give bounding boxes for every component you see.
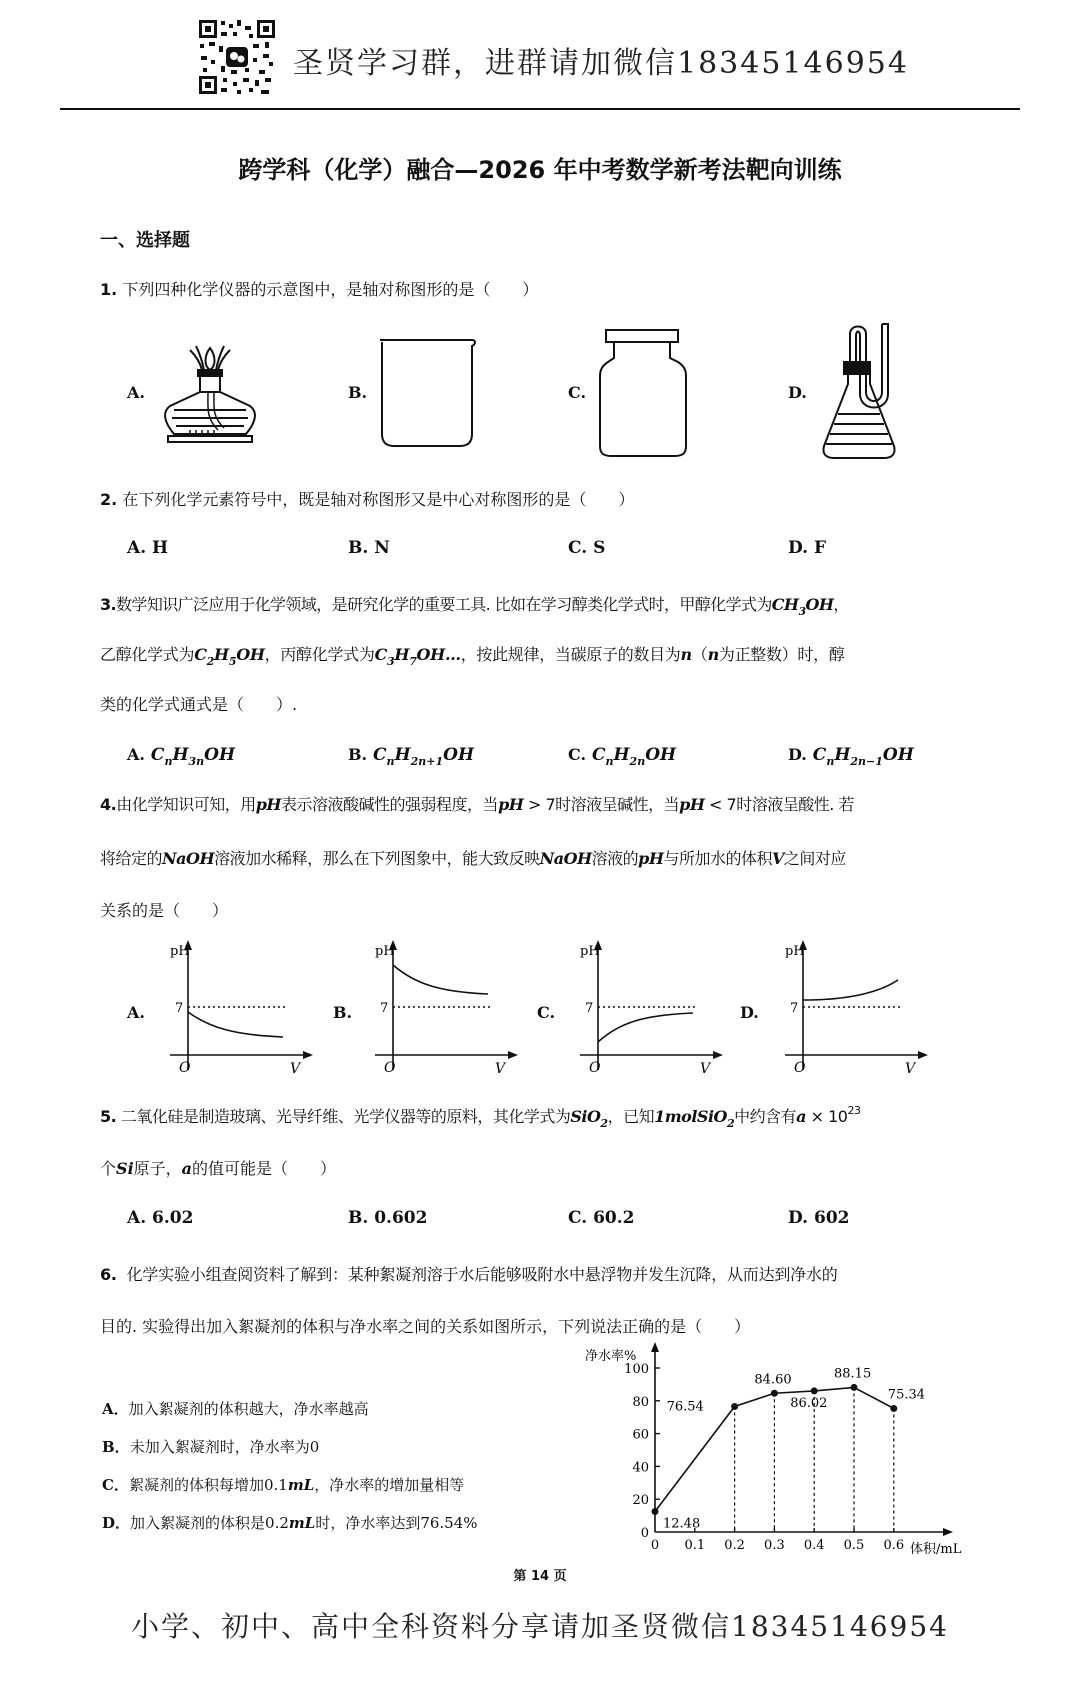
- svg-text:净水率%: 净水率%: [585, 1349, 637, 1364]
- page-number: 第 14 页: [513, 1569, 567, 1584]
- question-1: 1. 下列四种化学仪器的示意图中，是轴对称图形的是（ ）: [100, 280, 539, 299]
- formula-methanol: $CH_3OH$: [771, 595, 834, 618]
- formula-propanol: $C_3H_7OH\dots$: [374, 645, 461, 668]
- q1-option-a-label[interactable]: A.: [127, 383, 145, 402]
- question-1-text: 下列四种化学仪器的示意图中，是轴对称图形的是（ ）: [122, 280, 539, 299]
- q2-option-b[interactable]: B. N: [348, 538, 390, 558]
- q5-option-c[interactable]: C. 60.2: [568, 1208, 635, 1228]
- svg-text:40: 40: [632, 1460, 649, 1476]
- svg-text:体积/mL: 体积/mL: [910, 1542, 962, 1557]
- q5-option-d[interactable]: D. 602: [788, 1208, 850, 1228]
- svg-text:76.54: 76.54: [666, 1399, 704, 1415]
- q2-option-c[interactable]: C. S: [568, 538, 606, 558]
- question-4-line-3: 关系的是（ ）: [100, 901, 229, 920]
- water-purification-chart: [575, 1338, 995, 1562]
- q6-option-d[interactable]: D．加入絮凝剂的体积是0.2mL时，净水率达到76.54%: [102, 1514, 478, 1532]
- conical-flask-icon: [820, 322, 920, 464]
- svg-text:0.1: 0.1: [684, 1538, 706, 1553]
- svg-text:0.6: 0.6: [883, 1538, 905, 1553]
- q3-option-b[interactable]: B. $C_nH_{2n+1}OH$: [348, 745, 475, 768]
- svg-text:0.5: 0.5: [843, 1538, 865, 1553]
- svg-text:0: 0: [650, 1538, 660, 1553]
- question-3-line-1: 3.数学知识广泛应用于化学领域，是研究化学的重要工具. 比如在学习醇类化学式时，甲醇化学式为$CH_3OH$，: [100, 595, 849, 618]
- q4-option-d-label[interactable]: D.: [740, 1003, 759, 1022]
- q1-option-b-label[interactable]: B.: [348, 383, 368, 402]
- q4-option-b-label[interactable]: B.: [333, 1003, 353, 1022]
- svg-text:100: 100: [624, 1362, 649, 1377]
- svg-text:12.48: 12.48: [663, 1516, 701, 1532]
- svg-text:84.60: 84.60: [754, 1372, 792, 1388]
- q2-option-d[interactable]: D. F: [788, 538, 827, 558]
- q6-option-c[interactable]: C．絮凝剂的体积每增加0.1mL，净水率的增加量相等: [102, 1476, 465, 1494]
- q1-option-c-label[interactable]: C.: [568, 383, 587, 402]
- svg-text:V: V: [700, 1061, 711, 1075]
- svg-text:86.02: 86.02: [790, 1395, 828, 1411]
- q4-graph-c: [575, 940, 725, 1079]
- question-6-line-2: 目的. 实验得出加入絮凝剂的体积与净水率之间的关系如图所示，下列说法正确的是（ ）: [100, 1317, 751, 1336]
- question-5-line-2: 个Si原子，a的值可能是（ ）: [100, 1159, 337, 1178]
- svg-text:V: V: [905, 1061, 916, 1075]
- question-2-text: 在下列化学元素符号中，既是轴对称图形又是中心对称图形的是（ ）: [122, 490, 635, 509]
- question-4-line-2: 将给定的NaOH溶液加水稀释，那么在下列图象中，能大致反映NaOH溶液的pH与所加水的体积V之间对应: [100, 849, 846, 868]
- q4-option-c-label[interactable]: C.: [537, 1003, 556, 1022]
- svg-text:7: 7: [790, 1001, 799, 1016]
- svg-text:60: 60: [632, 1427, 649, 1443]
- q1-option-d-label[interactable]: D.: [788, 383, 807, 402]
- svg-text:0.2: 0.2: [724, 1538, 745, 1553]
- svg-text:V: V: [290, 1061, 301, 1075]
- svg-text:0.4: 0.4: [803, 1538, 825, 1553]
- svg-text:O: O: [179, 1060, 191, 1075]
- svg-text:0.3: 0.3: [764, 1538, 785, 1553]
- q3-option-a[interactable]: A. $C_nH_{3n}OH$: [127, 745, 236, 768]
- svg-text:75.34: 75.34: [887, 1387, 926, 1403]
- beaker-icon: [378, 338, 478, 454]
- q4-graph-d: [780, 940, 930, 1079]
- svg-text:0: 0: [640, 1526, 649, 1541]
- footer-watermark: 小学、初中、高中全科资料分享请加圣贤微信18345146954: [131, 1610, 949, 1643]
- svg-text:20: 20: [632, 1493, 649, 1509]
- q4-graph-a: [165, 940, 315, 1079]
- q4-option-a-label[interactable]: A.: [127, 1003, 145, 1022]
- svg-text:pH: pH: [580, 944, 600, 959]
- q3-option-d[interactable]: D. $C_nH_{2n-1}OH$: [788, 745, 914, 768]
- question-6-line-1: 6. 化学实验小组查阅资料了解到：某种絮凝剂溶于水后能够吸附水中悬浮物并发生沉降，从而达到净水的: [100, 1265, 838, 1284]
- q3-option-c[interactable]: C. $C_nH_{2n}OH$: [568, 745, 677, 768]
- question-4-line-1: 4.由化学知识可知，用pH表示溶液酸碱性的强弱程度，当pH > 7时溶液呈碱性，当pH < 7时溶液呈酸性. 若: [100, 795, 854, 814]
- q2-option-a[interactable]: A. H: [127, 538, 169, 558]
- section-heading: 一、选择题: [100, 230, 190, 251]
- q5-option-b[interactable]: B. 0.602: [348, 1208, 428, 1228]
- svg-text:O: O: [589, 1060, 601, 1075]
- svg-text:pH: pH: [375, 944, 395, 959]
- qr-code-icon: [197, 18, 277, 96]
- question-5-line-1: 5. 二氧化硅是制造玻璃、光导纤维、光学仪器等的原料，其化学式为SiO$_2$，已知1molSiO$_2$中约含有$a \times 10^{23}$: [100, 1104, 861, 1130]
- svg-text:7: 7: [380, 1001, 389, 1016]
- svg-text:O: O: [794, 1060, 806, 1075]
- svg-text:7: 7: [585, 1001, 594, 1016]
- q4-graph-b: [370, 940, 520, 1079]
- q6-option-b[interactable]: B．未加入絮凝剂时，净水率为0: [102, 1438, 320, 1456]
- alcohol-lamp-icon: [160, 338, 260, 454]
- svg-text:pH: pH: [785, 944, 805, 959]
- svg-text:88.15: 88.15: [834, 1366, 872, 1382]
- svg-text:7: 7: [175, 1001, 184, 1016]
- q6-option-a[interactable]: A．加入絮凝剂的体积越大，净水率越高: [102, 1400, 369, 1418]
- header-divider: [60, 108, 1020, 110]
- question-3-line-3: 类的化学式通式是（ ）.: [100, 695, 298, 714]
- svg-text:80: 80: [632, 1394, 649, 1410]
- formula-ethanol: $C_2H_5OH$: [194, 645, 265, 668]
- svg-text:O: O: [384, 1060, 396, 1075]
- header-watermark: 圣贤学习群，进群请加微信18345146954: [293, 46, 909, 81]
- svg-text:V: V: [495, 1061, 506, 1075]
- q5-option-a[interactable]: A. 6.02: [127, 1208, 194, 1228]
- reagent-bottle-icon: [598, 328, 688, 462]
- question-3-line-2: 乙醇化学式为$C_2H_5OH$，丙醇化学式为$C_3H_7OH\dots$，按此规律，当碳原子的数目为n（n为正整数）时，醇: [100, 645, 845, 668]
- document-title: 跨学科（化学）融合—2026 年中考数学新考法靶向训练: [238, 156, 842, 184]
- question-2: 2. 在下列化学元素符号中，既是轴对称图形又是中心对称图形的是（ ）: [100, 490, 635, 509]
- svg-text:pH: pH: [170, 944, 190, 959]
